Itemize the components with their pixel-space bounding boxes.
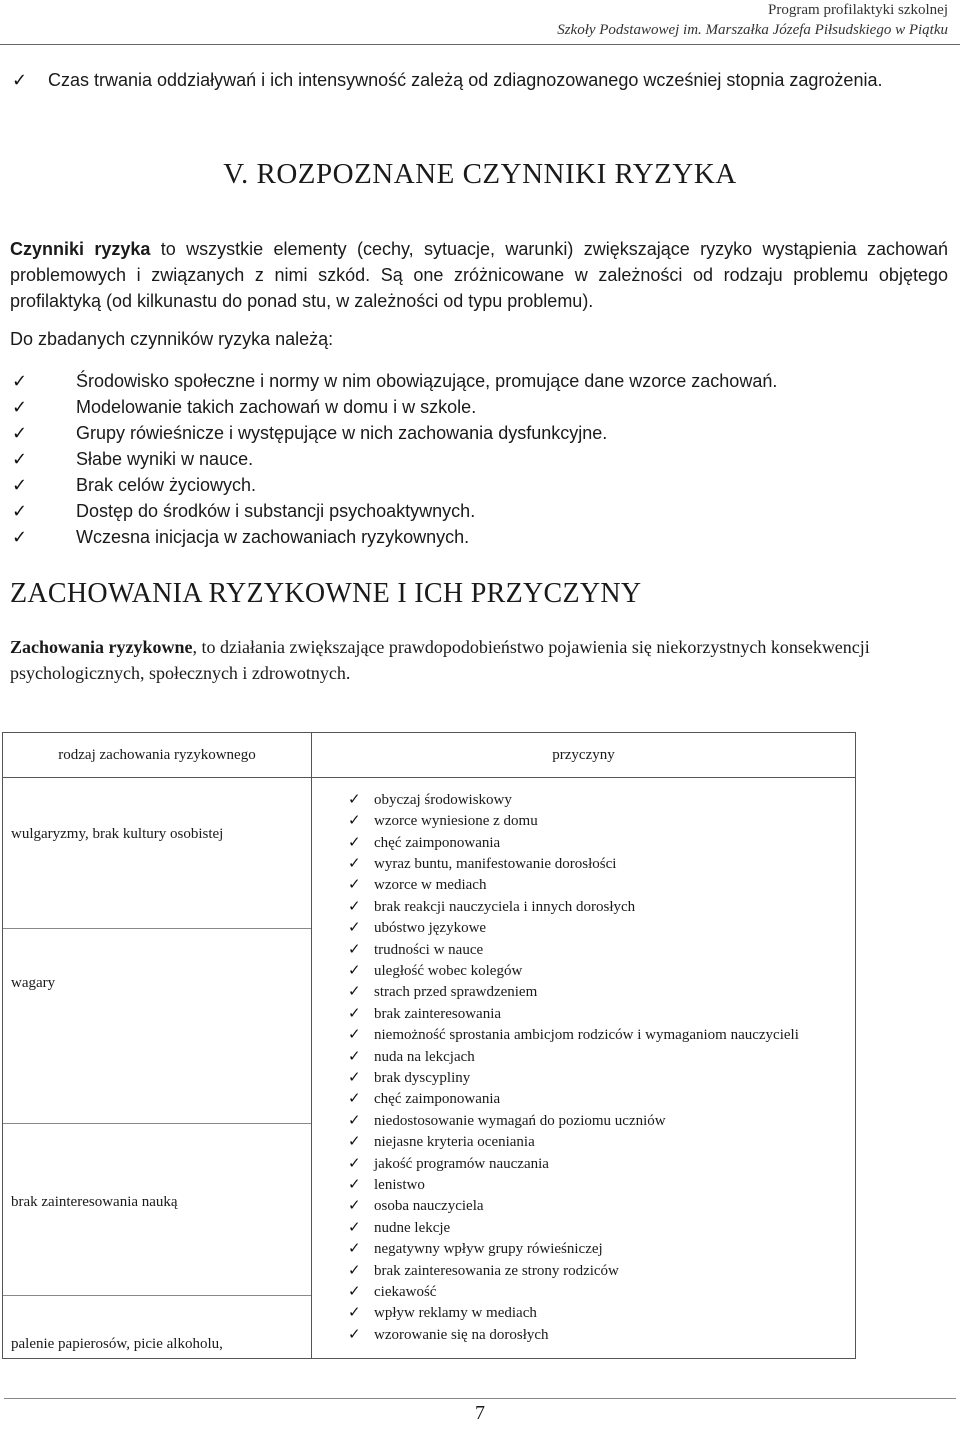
behavior-block [3,1123,311,1295]
list-item: ✓ lenistwo [312,1175,855,1196]
list-item: ✓ jakość programów nauczania [312,1154,855,1175]
list-item: ✓ negatywny wpływ grupy rówieśniczej [312,1239,855,1260]
list-item: ✓ brak reakcji nauczyciela i innych dorosłych [312,897,855,918]
intro-text: Czas trwania oddziaływań i ich intensywność zależą od zdiagnozowanego wcześniej stopnia zagrożenia. [48,70,883,90]
causes-list [312,790,855,1347]
checkmark-icon: ✓ [348,941,361,958]
section-title: V. ROZPOZNANE CZYNNIKI RYZYKA [223,158,737,190]
risky-behaviors-paragraph [10,634,948,686]
checkmark-icon: ✓ [348,1284,361,1301]
list-item: ✓ wyraz buntu, manifestowanie dorosłości [312,854,855,875]
risk-definition-text: to wszystkie elementy (cechy, sytuacje, warunki) zwiększające ryzyko wystąpienia zachowań problemowych i związanych z nimi szkód. Są one zróżnicowane w zależności od rodzaju problemu objętego profilaktyką (od kilkunastu do ponad stu, w zależności od typu problemu). [10,239,949,311]
behavior-label: wagary [11,975,56,991]
risk-intro-line: Do zbadanych czynników ryzyka należą: [10,329,334,349]
list-item: ✓ Grupy rówieśnicze i występujące w nich zachowania dysfunkcyjne. [48,420,777,446]
risk-definition-paragraph [10,236,948,314]
checkmark-icon: ✓ [12,70,28,90]
checkmark-icon: ✓ [348,1262,361,1279]
page-header [0,0,960,44]
list-item: ✓ ciekawość [312,1282,855,1303]
list-item: ✓ ubóstwo językowe [312,918,855,939]
checkmark-icon: ✓ [348,962,361,979]
list-item: ✓ uległość wobec kolegów [312,961,855,982]
checkmark-icon: ✓ [348,1027,361,1044]
checkmark-icon: ✓ [348,984,361,1001]
checkmark-icon: ✓ [348,791,361,808]
checkmark-icon: ✓ [348,1005,361,1022]
checkmark-icon: ✓ [348,1305,361,1322]
list-item: ✓ wzorce w mediach [312,875,855,896]
list-item: ✓ brak zainteresowania ze strony rodziców [312,1261,855,1282]
list-item: ✓ brak dyscypliny [312,1068,855,1089]
list-item: ✓ nuda na lekcjach [312,1047,855,1068]
footer-divider [4,1398,956,1399]
list-item: ✓ Środowisko społeczne i normy w nim obowiązujące, promujące dane wzorce zachowań. [48,368,777,394]
checkmark-icon: ✓ [348,877,361,894]
behavior-block [3,928,311,1123]
checkmark-icon: ✓ [12,501,28,521]
checkmark-icon: ✓ [348,1241,361,1258]
header-divider [0,44,960,45]
checkmark-icon: ✓ [348,898,361,915]
checkmark-icon: ✓ [348,1070,361,1086]
behavior-label: brak zainteresowania nauką [11,1194,178,1210]
checkmark-icon: ✓ [12,423,28,443]
list-item: ✓ trudności w nauce [312,940,855,961]
risky-behaviors-text: , to działania zwiększające prawdopodobieństwo pojawienia się niekorzystnych konsekwencji psychologicznych, społecznych i zdrowotnych. [10,637,870,683]
list-item: ✓ niemożność sprostania ambicjom rodziców i wymaganiom nauczycieli [312,1025,855,1046]
list-item: ✓ chęć zaimponowania [312,833,855,854]
list-item: ✓ niejasne kryteria oceniania [312,1132,855,1153]
list-item: ✓ strach przed sprawdzeniem [312,982,855,1003]
checkmark-icon: ✓ [348,834,361,851]
list-item: ✓ nudne lekcje [312,1218,855,1239]
list-item: ✓ Brak celów życiowych. [48,472,777,498]
risky-behaviors-term: Zachowania ryzykowne [10,637,193,657]
risk-factor-list [12,368,778,550]
list-item: ✓ brak zainteresowania [312,1004,855,1025]
checkmark-icon: ✓ [348,1134,361,1151]
checkmark-icon: ✓ [348,1326,361,1343]
list-item: ✓ obyczaj środowiskowy [312,790,855,811]
list-item: ✓ Wczesna inicjacja w zachowaniach ryzykownych. [48,524,777,550]
checkmark-icon: ✓ [12,449,28,469]
column-header-causes: przyczyny [312,733,856,778]
checkmark-icon: ✓ [348,1177,361,1194]
list-item: ✓ niedostosowanie wymagań do poziomu uczniów [312,1111,855,1132]
behavior-block [3,778,311,928]
checkmark-icon: ✓ [348,1219,361,1236]
checkmark-icon: ✓ [348,1198,361,1215]
column-header-behavior: rodzaj zachowania ryzykownego [3,733,312,778]
list-item: ✓ wpływ reklamy w mediach [312,1303,855,1324]
behaviors-cell [3,778,312,1359]
intro-item [12,66,928,94]
header-line-2: Szkoły Podstawowej im. Marszałka Józefa Piłsudskiego w Piątku [557,22,948,38]
table-row [3,778,856,1359]
behavior-block [3,1295,311,1358]
checkmark-icon: ✓ [12,397,28,417]
table-header-row [3,733,856,778]
checkmark-icon: ✓ [348,1112,361,1129]
checkmark-icon: ✓ [12,475,28,495]
checkmark-icon: ✓ [348,813,361,830]
list-item: ✓ Słabe wyniki w nauce. [48,446,777,472]
list-item: ✓ Modelowanie takich zachowań w domu i w szkole. [48,394,777,420]
page-number: 7 [475,1402,485,1424]
checkmark-icon: ✓ [348,920,361,937]
list-item: ✓ Dostęp do środków i substancji psychoaktywnych. [48,498,777,524]
list-item: ✓ chęć zaimponowania [312,1089,855,1110]
checkmark-icon: ✓ [348,1091,361,1108]
list-item: ✓ wzorce wyniesione z domu [312,811,855,832]
risky-behaviors-title: ZACHOWANIA RYZYKOWNE I ICH PRZYCZYNY [10,578,642,609]
list-item: ✓ osoba nauczyciela [312,1196,855,1217]
behavior-label: wulgaryzmy, brak kultury osobistej [11,826,224,842]
checkmark-icon: ✓ [12,527,28,547]
header-line-1: Program profilaktyki szkolnej [768,2,948,18]
checkmark-icon: ✓ [12,371,28,391]
behaviors-table [2,732,856,1359]
causes-cell [312,778,856,1359]
checkmark-icon: ✓ [348,855,361,872]
checkmark-icon: ✓ [348,1048,361,1065]
risk-term: Czynniki ryzyka [10,239,151,259]
behavior-label: palenie papierosów, picie alkoholu, [11,1336,223,1352]
list-item: ✓ wzorowanie się na dorosłych [312,1325,855,1346]
checkmark-icon: ✓ [348,1155,361,1172]
